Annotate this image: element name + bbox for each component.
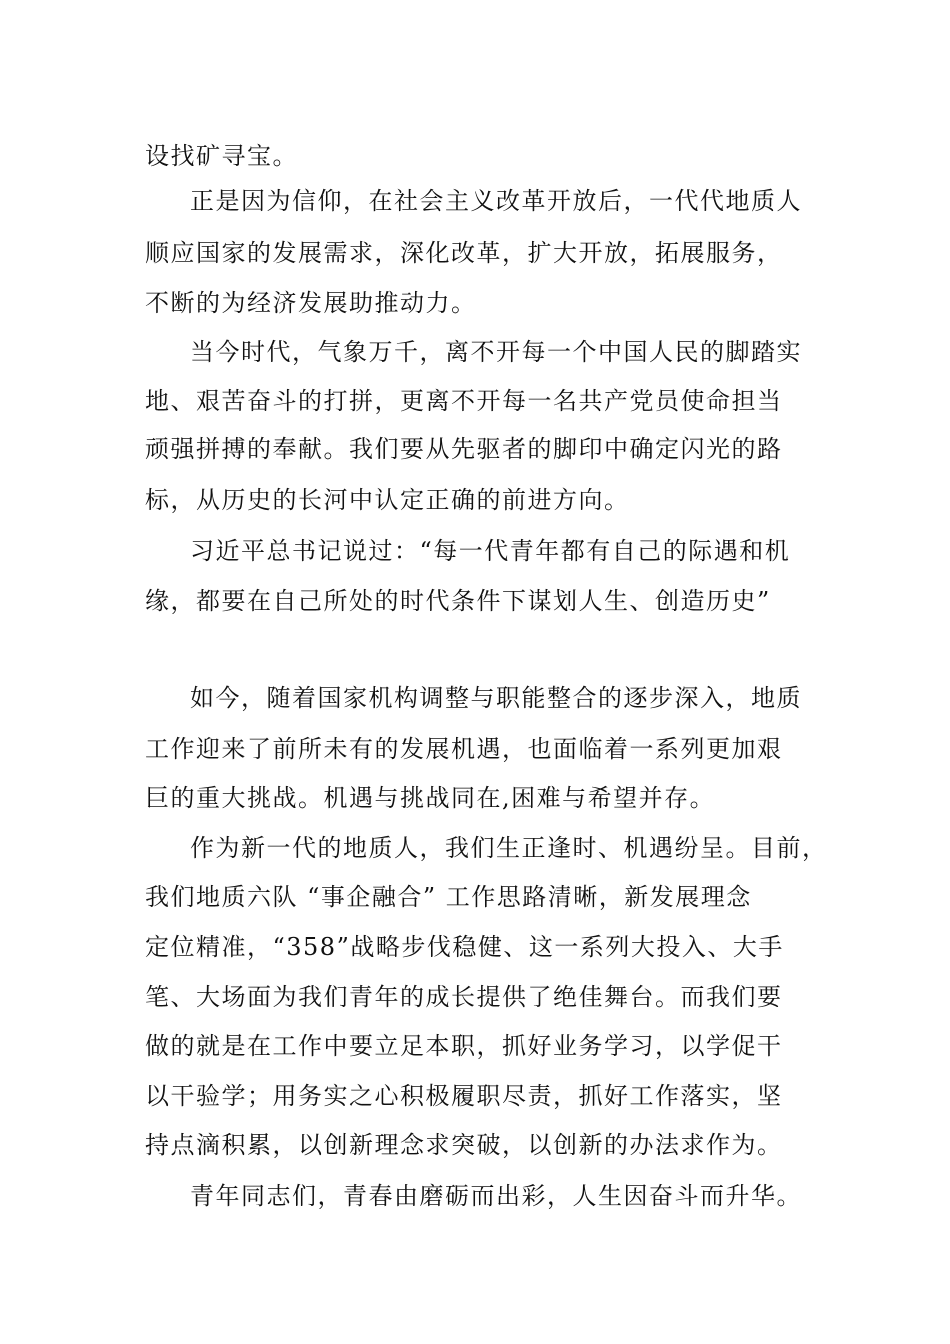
paragraph-7-line-1: 青年同志们，青春由磨砺而出彩，人生因奋斗而升华。 bbox=[190, 1182, 802, 1210]
paragraph-1-line-1: 设找矿寻宝。 bbox=[145, 142, 298, 170]
paragraph-2-line-1: 正是因为信仰，在社会主义改革开放后，一代代地质人 bbox=[190, 187, 802, 215]
paragraph-4-line-1: 习近平总书记说过：“每一代青年都有自己的际遇和机 bbox=[190, 537, 791, 565]
paragraph-6-line-5: 做的就是在工作中要立足本职，抓好业务学习，以学促干 bbox=[145, 1032, 783, 1060]
paragraph-3-line-3: 顽强拼搏的奉献。我们要从先驱者的脚印中确定闪光的路 bbox=[145, 435, 783, 463]
paragraph-3-line-2: 地、艰苦奋斗的打拼，更离不开每一名共产党员使命担当 bbox=[145, 387, 783, 415]
paragraph-5-line-1: 如今，随着国家机构调整与职能整合的逐步深入，地质 bbox=[190, 684, 802, 712]
paragraph-2-line-3: 不断的为经济发展助推动力。 bbox=[145, 289, 477, 317]
paragraph-6-line-4: 笔、大场面为我们青年的成长提供了绝佳舞台。而我们要 bbox=[145, 983, 783, 1011]
paragraph-5-line-2: 工作迎来了前所未有的发展机遇，也面临着一系列更加艰 bbox=[145, 735, 783, 763]
paragraph-6-line-7: 持点滴积累，以创新理念求突破，以创新的办法求作为。 bbox=[145, 1131, 783, 1159]
paragraph-2-line-2: 顺应国家的发展需求，深化改革，扩大开放，拓展服务， bbox=[145, 239, 783, 267]
paragraph-4-line-2: 缘，都要在自己所处的时代条件下谋划人生、创造历史” bbox=[145, 587, 771, 615]
paragraph-6-line-2: 我们地质六队 “事企融合” 工作思路清晰，新发展理念 bbox=[145, 883, 752, 911]
paragraph-3-line-1: 当今时代，气象万千，离不开每一个中国人民的脚踏实 bbox=[190, 338, 802, 366]
paragraph-5-line-3: 巨的重大挑战。机遇与挑战同在,困难与希望并存。 bbox=[145, 784, 716, 812]
paragraph-3-line-4: 标，从历史的长河中认定正确的前进方向。 bbox=[145, 486, 630, 514]
paragraph-6-line-1: 作为新一代的地质人，我们生正逢时、机遇纷呈。目前， bbox=[190, 834, 828, 862]
paragraph-6-line-3: 定位精准，“358”战略步伐稳健、这一系列大投入、大手 bbox=[145, 933, 784, 961]
paragraph-6-line-6: 以干验学；用务实之心积极履职尽责，抓好工作落实，坚 bbox=[145, 1082, 783, 1110]
